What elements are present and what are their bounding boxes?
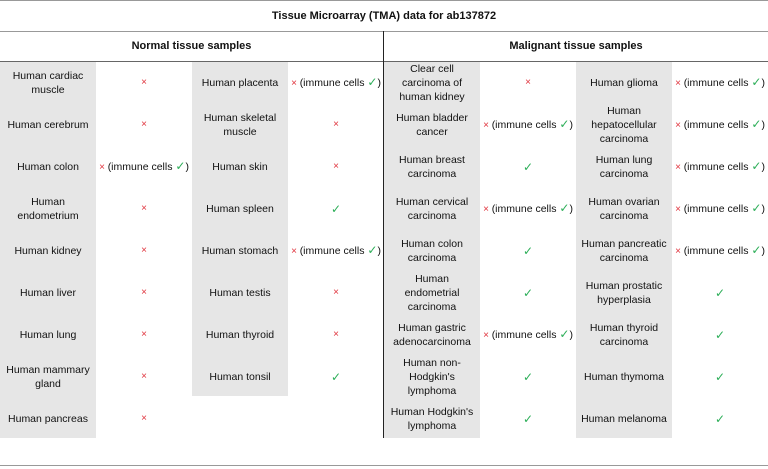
negative-cross-icon: × [333,161,339,172]
tissue-name: Human liver [19,287,77,299]
immune-cells-label: (immune cells [683,203,752,215]
immune-cells-label: (immune cells [491,203,560,215]
positive-check-icon: ✓ [751,201,762,215]
negative-cross-icon: × [675,78,684,89]
positive-check-icon: ✓ [367,75,378,89]
staining-result [288,272,384,314]
staining-result [288,230,384,272]
positive-check-icon: ✓ [559,117,570,131]
negative-cross-icon: × [483,204,492,215]
staining-result [480,62,576,104]
tissue-name: Human spleen [206,203,274,215]
tissue-name: Human kidney [14,245,82,257]
staining-result [672,356,768,398]
tissue-name: Human endometrial carcinoma [404,273,460,313]
immune-cells-label: (immune cells [107,161,176,173]
staining-result [288,356,384,398]
immune-cells-label: (immune cells [299,77,368,89]
immune-cells-close: ) [761,119,765,131]
negative-cross-icon: × [675,246,684,257]
tissue-name: Human Hodgkin's lymphoma [390,406,474,432]
staining-result [96,272,192,314]
immune-cells-label: (immune cells [683,161,752,173]
staining-result [672,314,768,356]
negative-cross-icon: × [675,162,684,173]
staining-result [480,398,576,440]
tissue-name: Human lung carcinoma [595,154,653,180]
tissue-name: Human breast carcinoma [399,154,465,180]
negative-cross-icon: × [291,78,300,89]
staining-result [96,356,192,398]
staining-result [672,62,768,104]
immune-cells-label: (immune cells [491,329,560,341]
negative-cross-icon: × [141,77,147,88]
staining-result [96,314,192,356]
negative-cross-icon: × [141,371,147,382]
positive-check-icon: ✓ [175,159,186,173]
tissue-name: Human thymoma [584,371,664,383]
immune-cells-close: ) [569,203,573,215]
staining-result [96,230,192,272]
tissue-name: Human cerebrum [7,119,89,131]
tissue-name: Human thyroid carcinoma [589,322,659,348]
tissue-name: Human endometrium [17,196,79,222]
staining-result [480,230,576,272]
tissue-name: Human skeletal muscle [203,112,277,138]
negative-cross-icon: × [333,329,339,340]
immune-cells-result [483,327,573,343]
negative-cross-icon: × [141,413,147,424]
negative-cross-icon: × [99,162,108,173]
staining-result [480,188,576,230]
positive-check-icon: ✓ [522,160,534,174]
negative-cross-icon: × [141,245,147,256]
immune-cells-close: ) [569,329,573,341]
immune-cells-label: (immune cells [683,119,752,131]
tissue-name: Human placenta [201,77,279,89]
tissue-name: Human pancreas [8,413,88,425]
staining-result [480,272,576,314]
positive-check-icon: ✓ [714,412,726,426]
tissue-name: Clear cell carcinoma of human kidney [399,63,465,103]
positive-check-icon: ✓ [751,75,762,89]
immune-cells-label: (immune cells [683,77,752,89]
staining-result [480,314,576,356]
staining-result [96,104,192,146]
immune-cells-label: (immune cells [491,119,560,131]
negative-cross-icon: × [333,119,339,130]
staining-result [480,104,576,146]
tissue-name: Human non-Hodgkin's lymphoma [403,357,461,397]
immune-cells-result [99,159,189,175]
staining-result [288,188,384,230]
negative-cross-icon: × [675,204,684,215]
staining-result [480,356,576,398]
immune-cells-result [675,243,765,259]
tissue-name: Human cervical carcinoma [395,196,469,222]
tissue-name: Human colon carcinoma [401,238,463,264]
table-bottom-rule [0,465,768,466]
positive-check-icon: ✓ [367,243,378,257]
positive-check-icon: ✓ [559,201,570,215]
immune-cells-close: ) [761,245,765,257]
positive-check-icon: ✓ [751,159,762,173]
immune-cells-close: ) [377,77,381,89]
positive-check-icon: ✓ [559,327,570,341]
immune-cells-result [675,75,765,91]
staining-result [96,188,192,230]
tissue-name: Human thyroid [205,329,275,341]
tissue-name: Human gastric adenocarcinoma [393,322,471,348]
table-title: Tissue Microarray (TMA) data for ab137872 [0,0,768,32]
negative-cross-icon: × [141,287,147,298]
immune-cells-close: ) [761,77,765,89]
negative-cross-icon: × [483,120,492,131]
negative-cross-icon: × [525,77,531,88]
positive-check-icon: ✓ [522,286,534,300]
immune-cells-label: (immune cells [683,245,752,257]
staining-result [672,188,768,230]
tissue-name: Human testis [209,287,271,299]
immune-cells-result [291,75,381,91]
normal-section-heading: Normal tissue samples [131,40,252,52]
staining-result [672,146,768,188]
positive-check-icon: ✓ [751,117,762,131]
tissue-name: Human stomach [201,245,279,257]
positive-check-icon: ✓ [522,370,534,384]
staining-result [96,62,192,104]
immune-cells-result [675,201,765,217]
staining-result [672,104,768,146]
tissue-name: Human lung [19,329,77,341]
tissue-name: Human prostatic hyperplasia [585,280,663,306]
immune-cells-result [675,117,765,133]
positive-check-icon: ✓ [751,243,762,257]
negative-cross-icon: × [141,203,147,214]
staining-result [672,230,768,272]
tissue-name: Human skin [212,161,268,173]
tissue-name: Human cardiac muscle [12,70,84,96]
positive-check-icon: ✓ [714,328,726,342]
immune-cells-label: (immune cells [299,245,368,257]
positive-check-icon: ✓ [714,370,726,384]
staining-result [96,146,192,188]
immune-cells-close: ) [761,161,765,173]
positive-check-icon: ✓ [714,286,726,300]
immune-cells-close: ) [569,119,573,131]
tissue-name: Human mammary gland [6,364,90,390]
positive-check-icon: ✓ [330,202,342,216]
tissue-name: Human bladder cancer [396,112,468,138]
tissue-name: Human ovarian carcinoma [588,196,660,222]
staining-result [480,146,576,188]
positive-check-icon: ✓ [330,370,342,384]
staining-result [672,272,768,314]
staining-result [96,398,192,440]
staining-result [288,146,384,188]
tissue-name: Human pancreatic carcinoma [581,238,667,264]
negative-cross-icon: × [141,119,147,130]
tissue-name: Human hepatocellular carcinoma [591,105,657,145]
tissue-name: Human colon [17,161,79,173]
immune-cells-result [291,243,381,259]
negative-cross-icon: × [291,246,300,257]
malignant-section-heading: Malignant tissue samples [509,40,643,52]
negative-cross-icon: × [333,287,339,298]
staining-result [288,104,384,146]
immune-cells-close: ) [185,161,189,173]
immune-cells-close: ) [377,245,381,257]
immune-cells-result [675,159,765,175]
tissue-name: Human glioma [590,77,658,89]
positive-check-icon: ✓ [522,412,534,426]
staining-result [288,62,384,104]
immune-cells-result [483,117,573,133]
tissue-name: Human tonsil [209,371,271,383]
staining-result [672,398,768,440]
immune-cells-close: ) [761,203,765,215]
tissue-name: Human melanoma [581,413,667,425]
staining-result [288,314,384,356]
positive-check-icon: ✓ [522,244,534,258]
immune-cells-result [483,201,573,217]
negative-cross-icon: × [141,329,147,340]
negative-cross-icon: × [675,120,684,131]
negative-cross-icon: × [483,330,492,341]
